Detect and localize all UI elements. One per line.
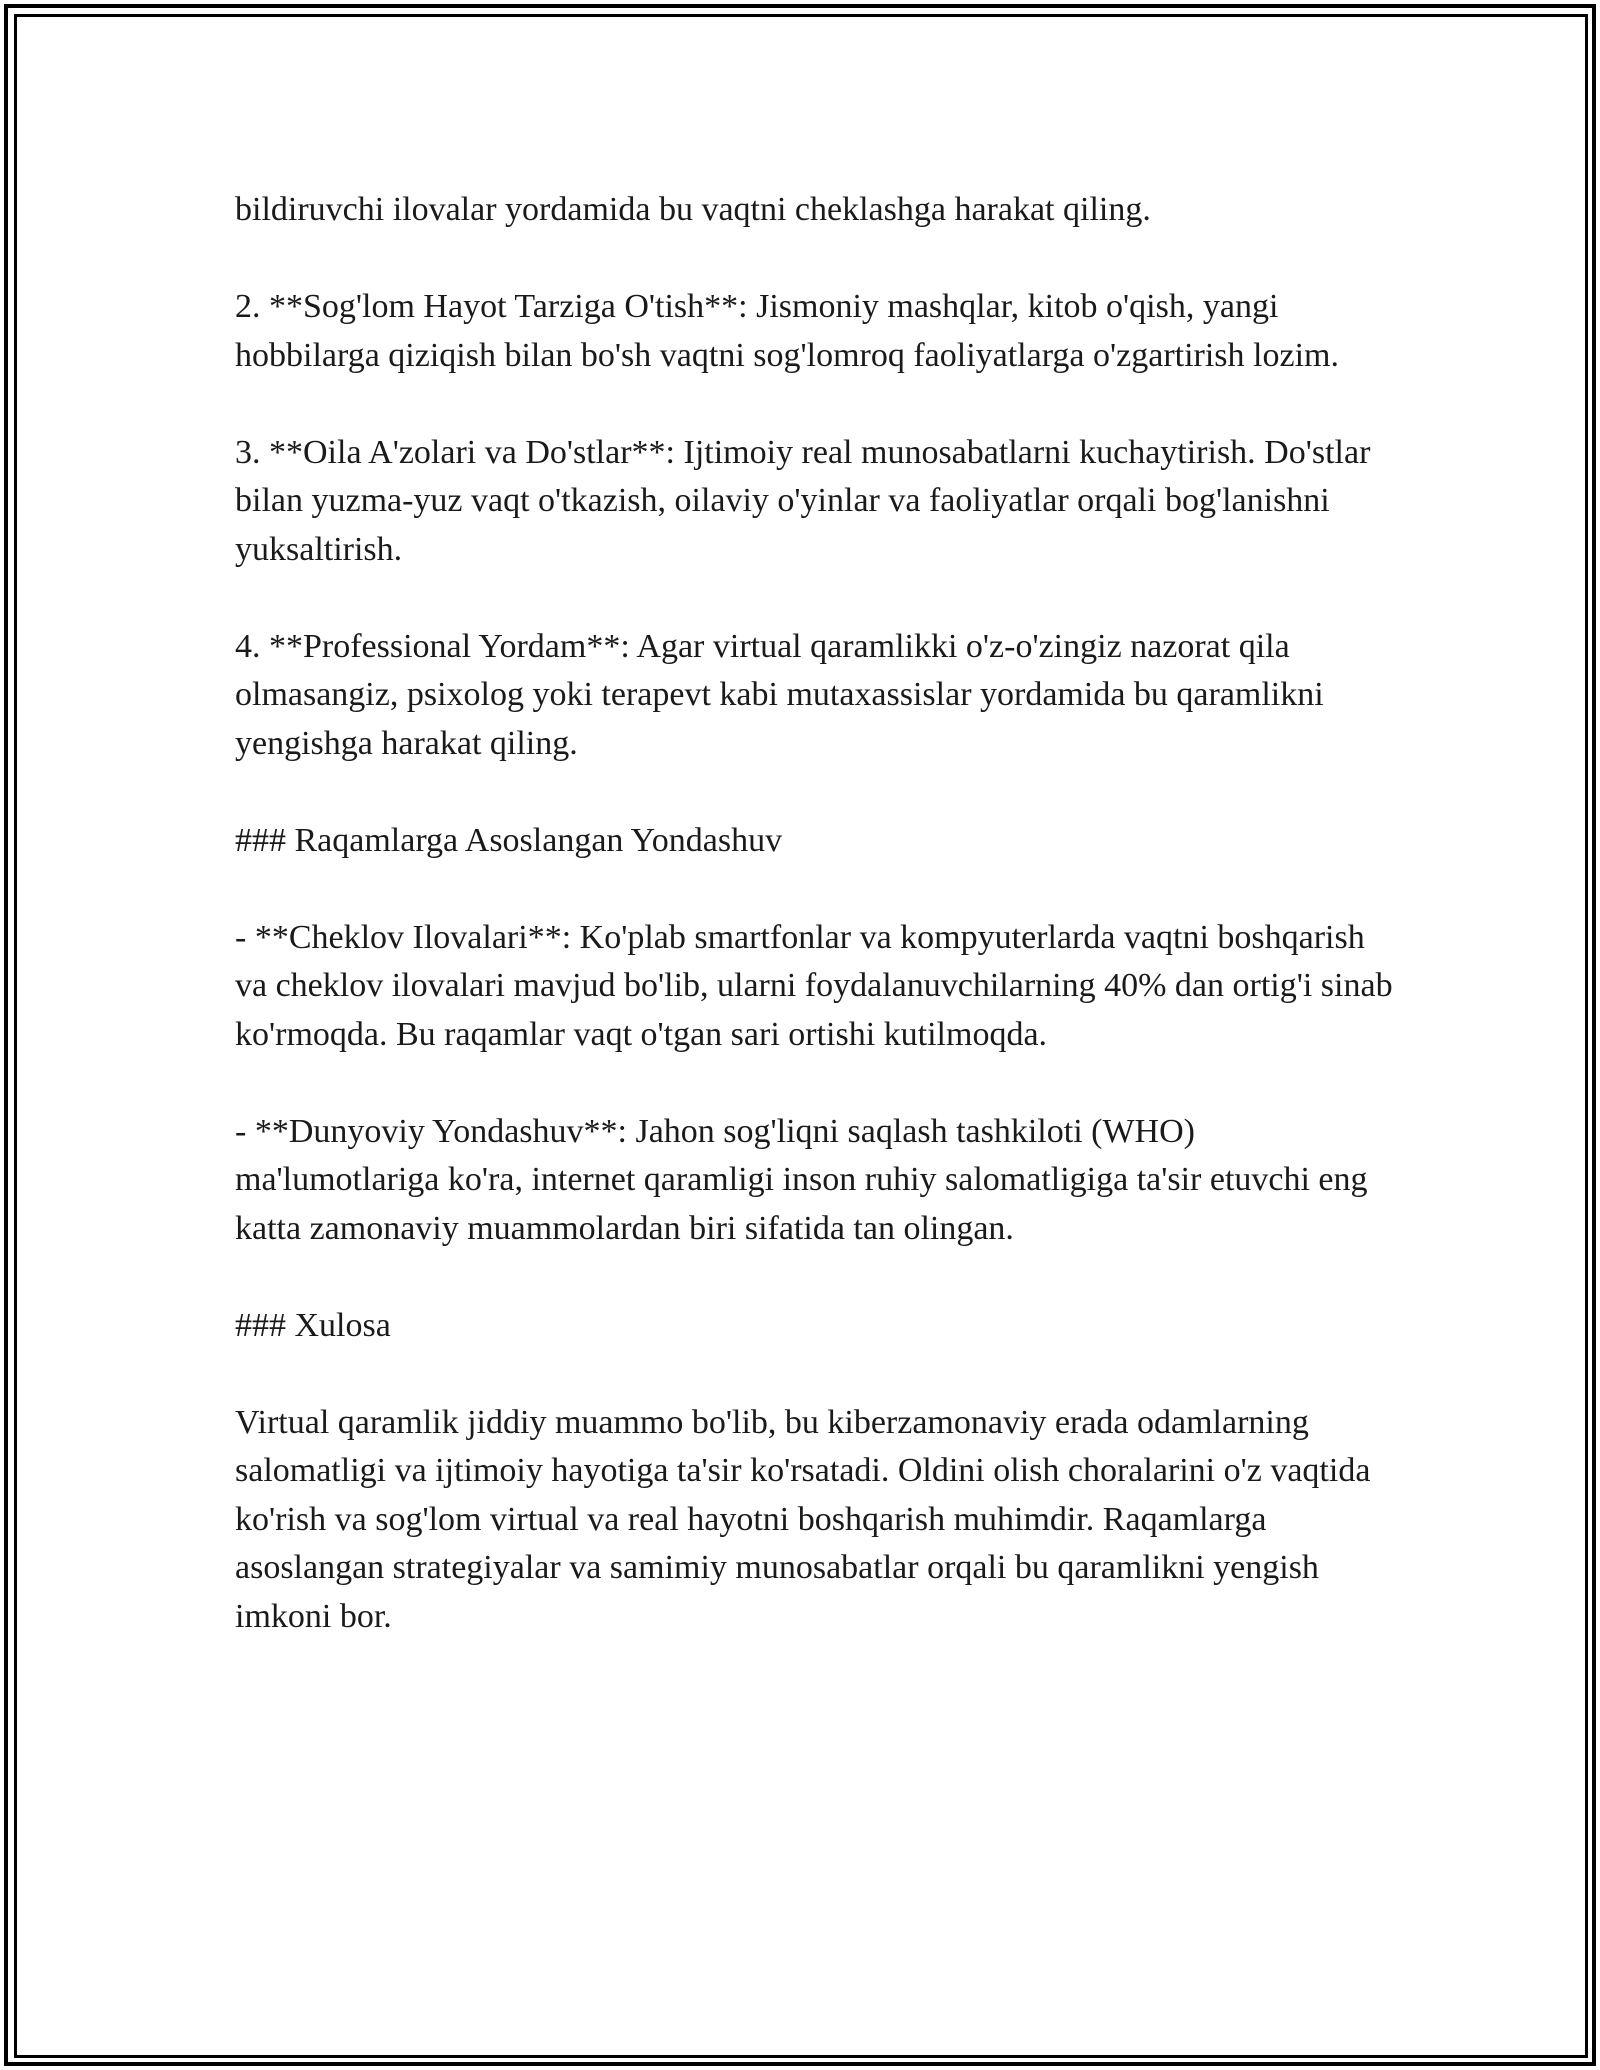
list-item-healthy-lifestyle: 2. **Sog'lom Hayot Tarziga O'tish**: Jismoniy mashqlar, kitob o'qish, yangi hobbilarga qiziqish bilan bo'sh vaqtni sog'lomroq faoliyatlarga o'zgartirish lozim.	[235, 288, 1339, 374]
bullet-global-approach: - **Dunyoviy Yondashuv**: Jahon sog'liqni saqlash tashkiloti (WHO) ma'lumotlariga ko'ra, internet qaramligi inson ruhiy salomatligiga ta'sir etuvchi eng katta zamonaviy muammolardan biri sifatida tan olingan.	[235, 1112, 1368, 1247]
list-item-professional-help: 4. **Professional Yordam**: Agar virtual qaramlikki o'z-o'zingiz nazorat qila olmasangiz, psixolog yoki terapevt kabi mutaxassislar yordamida bu qaramlikni yengishga harakat qiling.	[235, 627, 1324, 762]
paragraph-conclusion: Virtual qaramlik jiddiy muammo bo'lib, bu kiberzamonaviy erada odamlarning salomatligi va ijtimoiy hayotiga ta'sir ko'rsatadi. Oldini olish choralarini o'z vaqtida ko'rish va sog'lom virtual va real hayotni boshqarish muhimdir. Raqamlarga asoslangan strategiyalar va samimiy munosabatlar orqali bu qaramlikni yengish imkoni bor.	[235, 1403, 1371, 1635]
list-item-family-friends: 3. **Oila A'zolari va Do'stlar**: Ijtimoiy real munosabatlarni kuchaytirish. Do'stlar bilan yuzma-yuz vaqt o'tkazish, oilaviy o'yinlar va faoliyatlar orqali bog'lanishni yuksaltirish.	[235, 433, 1371, 568]
document-body	[235, 186, 1395, 1690]
heading-conclusion: ### Xulosa	[235, 1306, 391, 1344]
heading-digital-approach: ### Raqamlarga Asoslangan Yondashuv	[235, 821, 783, 859]
bullet-restriction-apps: - **Cheklov Ilovalari**: Ko'plab smartfonlar va kompyuterlarda vaqtni boshqarish va cheklov ilovalari mavjud bo'lib, ularni foydalanuvchilarning 40% dan ortig'i sinab ko'rmoqda. Bu raqamlar vaqt o'tgan sari ortishi kutilmoqda.	[235, 918, 1393, 1053]
paragraph-continuation: bildiruvchi ilovalar yordamida bu vaqtni cheklashga harakat qiling.	[235, 191, 1151, 228]
